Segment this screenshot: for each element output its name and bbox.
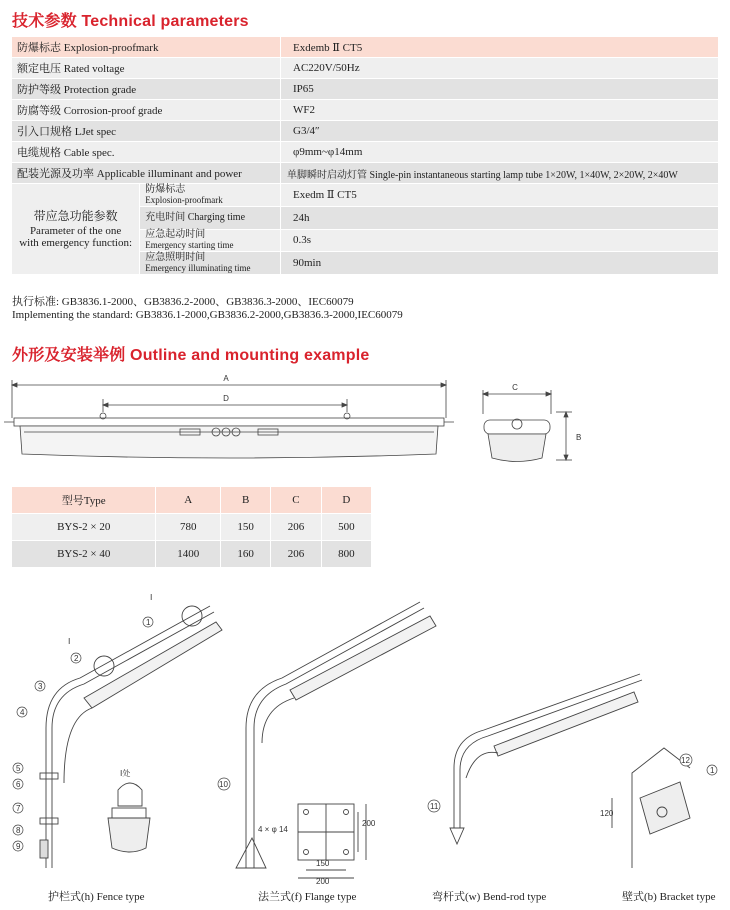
param-value: G3/4″ — [281, 121, 719, 142]
param-label: 防爆标志 Explosion-proofmark — [12, 37, 281, 58]
flange-200-side-label: 200 — [362, 819, 376, 828]
detail-label: Ⅰ处 — [120, 769, 131, 778]
callout-2: 2 — [74, 654, 79, 663]
dims-cell: 206 — [271, 514, 321, 541]
param-value: φ9mm~φ14mm — [281, 142, 719, 163]
callout-10: 10 — [219, 780, 228, 789]
flange-200-label: 200 — [316, 877, 330, 886]
dims-cell: BYS-2 × 40 — [12, 541, 156, 568]
callout-6: 6 — [16, 780, 21, 789]
outline-drawing — [0, 372, 730, 472]
emergency-label-en: Charging time — [187, 211, 246, 223]
param-value: AC220V/50Hz — [281, 58, 719, 79]
dims-header: 型号Type — [12, 487, 156, 514]
param-label: 防护等级 Protection grade — [12, 79, 281, 100]
dims-cell: 780 — [156, 514, 221, 541]
caption-fence: 护栏式(h) Fence type — [48, 891, 145, 903]
emergency-label-en: Explosion-proofmark — [145, 194, 223, 205]
param-label: 配装光源及功率 Applicable illuminant and power — [12, 163, 281, 184]
dims-cell: 160 — [220, 541, 270, 568]
callout-8: 8 — [16, 826, 21, 835]
flange-150-label: 150 — [316, 859, 330, 868]
dims-header: A — [156, 487, 221, 514]
callout-3: 3 — [38, 682, 43, 691]
technical-parameters-title: 技术参数 Technical parameters — [12, 13, 249, 30]
param-label: 电缆规格 Cable spec. — [12, 142, 281, 163]
emergency-group-en1: Parameter of the one — [29, 224, 122, 237]
standard-en: Implementing the standard: GB3836.1-2000,GB3836.2-2000,GB3836.3-2000,IEC60079 — [12, 309, 403, 321]
emergency-param-value: Exedm Ⅱ CT5 — [281, 184, 719, 207]
emergency-param-label — [140, 229, 281, 252]
callout-1-bracket: 1 — [710, 766, 715, 775]
dims-cell: 206 — [271, 541, 321, 568]
emergency-param-value: 24h — [281, 206, 719, 229]
callout-7: 7 — [16, 804, 21, 813]
detail-marker: Ⅰ — [150, 593, 153, 602]
emergency-group-en2: with emergency function: — [19, 236, 133, 249]
emergency-param-value: 90min — [281, 252, 719, 275]
label-a: A — [223, 374, 229, 383]
callout-9: 9 — [16, 842, 21, 851]
callout-12: 12 — [681, 756, 690, 765]
emergency-group-cell — [12, 184, 140, 275]
dims-header: D — [321, 487, 371, 514]
param-value: Exdemb Ⅱ CT5 — [281, 37, 719, 58]
emergency-label-en: Emergency starting time — [145, 240, 234, 251]
callout-4: 4 — [20, 708, 25, 717]
param-label: 防腐等级 Corrosion-proof grade — [12, 100, 281, 121]
caption-bracket: 壁式(b) Bracket type — [622, 891, 716, 903]
emergency-label-cn: 防爆标志 — [145, 183, 186, 195]
emergency-group-cn: 带应急功能参数 — [33, 208, 118, 223]
flange-holes-label: 4 × φ 14 — [258, 825, 288, 834]
standard-cn: 执行标准: GB3836.1-2000、GB3836.2-2000、GB3836.3-2000、IEC60079 — [12, 296, 354, 308]
dimensions-table — [12, 487, 372, 568]
label-c: C — [512, 383, 518, 392]
dims-cell: BYS-2 × 20 — [12, 514, 156, 541]
label-d: D — [223, 394, 229, 403]
emergency-param-label — [140, 252, 281, 275]
callout-5: 5 — [16, 764, 21, 773]
param-value: IP65 — [281, 79, 719, 100]
mounting-diagrams — [0, 578, 730, 888]
dims-header: B — [220, 487, 270, 514]
param-value: WF2 — [281, 100, 719, 121]
bracket-120-label: 120 — [600, 809, 614, 818]
dims-cell: 500 — [321, 514, 371, 541]
emergency-label-cn: 应急照明时间 — [145, 252, 206, 264]
emergency-param-label — [140, 206, 281, 229]
caption-bend: 弯杆式(w) Bend-rod type — [432, 891, 547, 903]
dims-header: C — [271, 487, 321, 514]
dims-cell: 150 — [220, 514, 270, 541]
param-value: 单脚瞬时启动灯管 Single-pin instantaneous starting lamp tube 1×20W, 1×40W, 2×20W, 2×40W — [281, 163, 719, 184]
technical-parameters-table — [12, 37, 719, 275]
emergency-param-label — [140, 184, 281, 207]
callout-11: 11 — [430, 802, 439, 811]
emergency-label-cn: 充电时间 — [145, 211, 186, 223]
param-label: 额定电压 Rated voltage — [12, 58, 281, 79]
callout-1: 1 — [146, 618, 151, 627]
outline-title: 外形及安装举例 Outline and mounting example — [12, 347, 370, 364]
param-label: 引入口规格 LJet spec — [12, 121, 281, 142]
emergency-param-value: 0.3s — [281, 229, 719, 252]
dims-cell: 1400 — [156, 541, 221, 568]
label-b: B — [576, 433, 582, 442]
emergency-label-en: Emergency illuminating time — [145, 263, 251, 274]
dims-cell: 800 — [321, 541, 371, 568]
emergency-label-cn: 应急起动时间 — [145, 229, 206, 241]
caption-flange: 法兰式(f) Flange type — [258, 891, 357, 903]
detail-marker: Ⅰ — [68, 637, 71, 646]
